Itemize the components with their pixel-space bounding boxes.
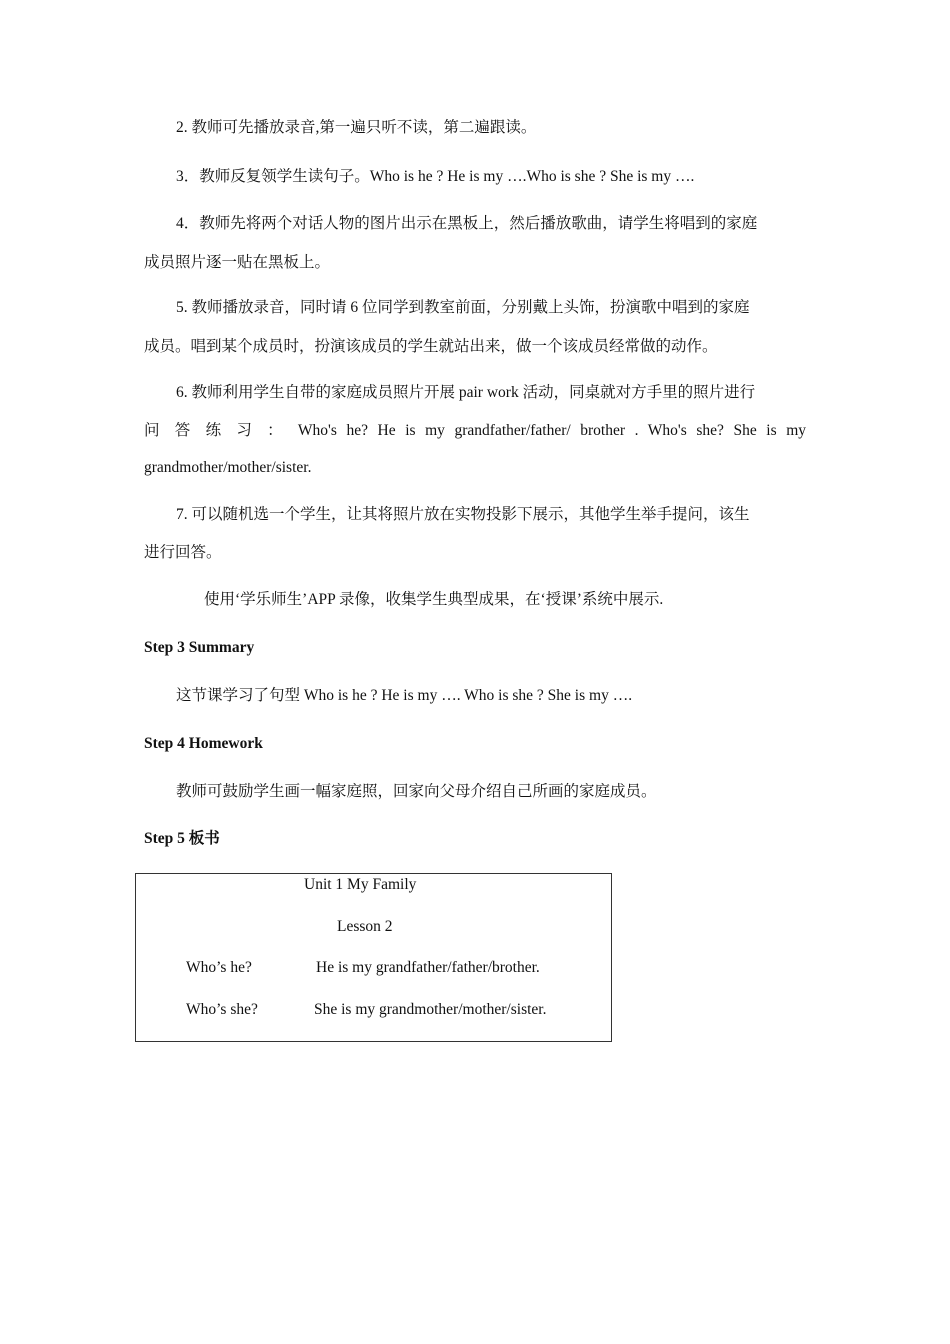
step-3-heading: Step 3 Summary [144, 639, 255, 656]
paragraph-step-6-line-3: grandmother/mother/sister. [144, 459, 312, 476]
paragraph-step-6-line-2: 问 答 练 习 ： Who's he? He is my grandfather/father/ brother . Who's she? She is my [144, 422, 806, 439]
paragraph-step-5-line-2: 成员。唱到某个成员时，扮演该成员的学生就站出来，做一个该成员经常做的动作。 [144, 338, 718, 355]
board-question-he: Who’s he? [186, 959, 252, 976]
paragraph-step-2: 2. 教师可先播放录音,第一遍只听不读，第二遍跟读。 [176, 119, 537, 136]
paragraph-step-3: 3．教师反复领学生读句子。Who is he ? He is my ….Who is she ? She is my …. [176, 168, 695, 185]
board-question-she: Who’s she? [186, 1001, 258, 1018]
step-5-heading: Step 5 板书 [144, 830, 220, 847]
paragraph-step-7-line-1: 7. 可以随机选一个学生，让其将照片放在实物投影下展示，其他学生举手提问，该生 [176, 506, 750, 523]
board-answer-he: He is my grandfather/father/brother. [316, 959, 540, 976]
board-answer-she: She is my grandmother/mother/sister. [314, 1001, 547, 1018]
blackboard-layout-box [135, 873, 612, 1042]
paragraph-step-7-line-2: 进行回答。 [144, 544, 222, 561]
step-4-heading: Step 4 Homework [144, 735, 263, 752]
paragraph-step-4-line-1: 4．教师先将两个对话人物的图片出示在黑板上，然后播放歌曲，请学生将唱到的家庭 [176, 215, 758, 232]
paragraph-step-6-line-1: 6. 教师利用学生自带的家庭成员照片开展 pair work 活动，同桌就对方手里的照片进行 [176, 384, 756, 401]
board-unit-title: Unit 1 My Family [304, 876, 417, 893]
step-4-homework-text: 教师可鼓励学生画一幅家庭照，回家向父母介绍自己所画的家庭成员。 [176, 783, 657, 800]
paragraph-step-4-line-2: 成员照片逐一贴在黑板上。 [144, 254, 331, 271]
step-3-summary-text: 这节课学习了句型 Who is he ? He is my …. Who is she ? She is my …. [176, 687, 633, 704]
board-lesson-title: Lesson 2 [337, 918, 393, 935]
app-recording-note: 使用‘学乐师生’APP 录像，收集学生典型成果，在‘授课’系统中展示. [204, 591, 664, 608]
paragraph-step-5-line-1: 5. 教师播放录音，同时请 6 位同学到教室前面，分别戴上头饰，扮演歌中唱到的家庭 [176, 299, 750, 316]
